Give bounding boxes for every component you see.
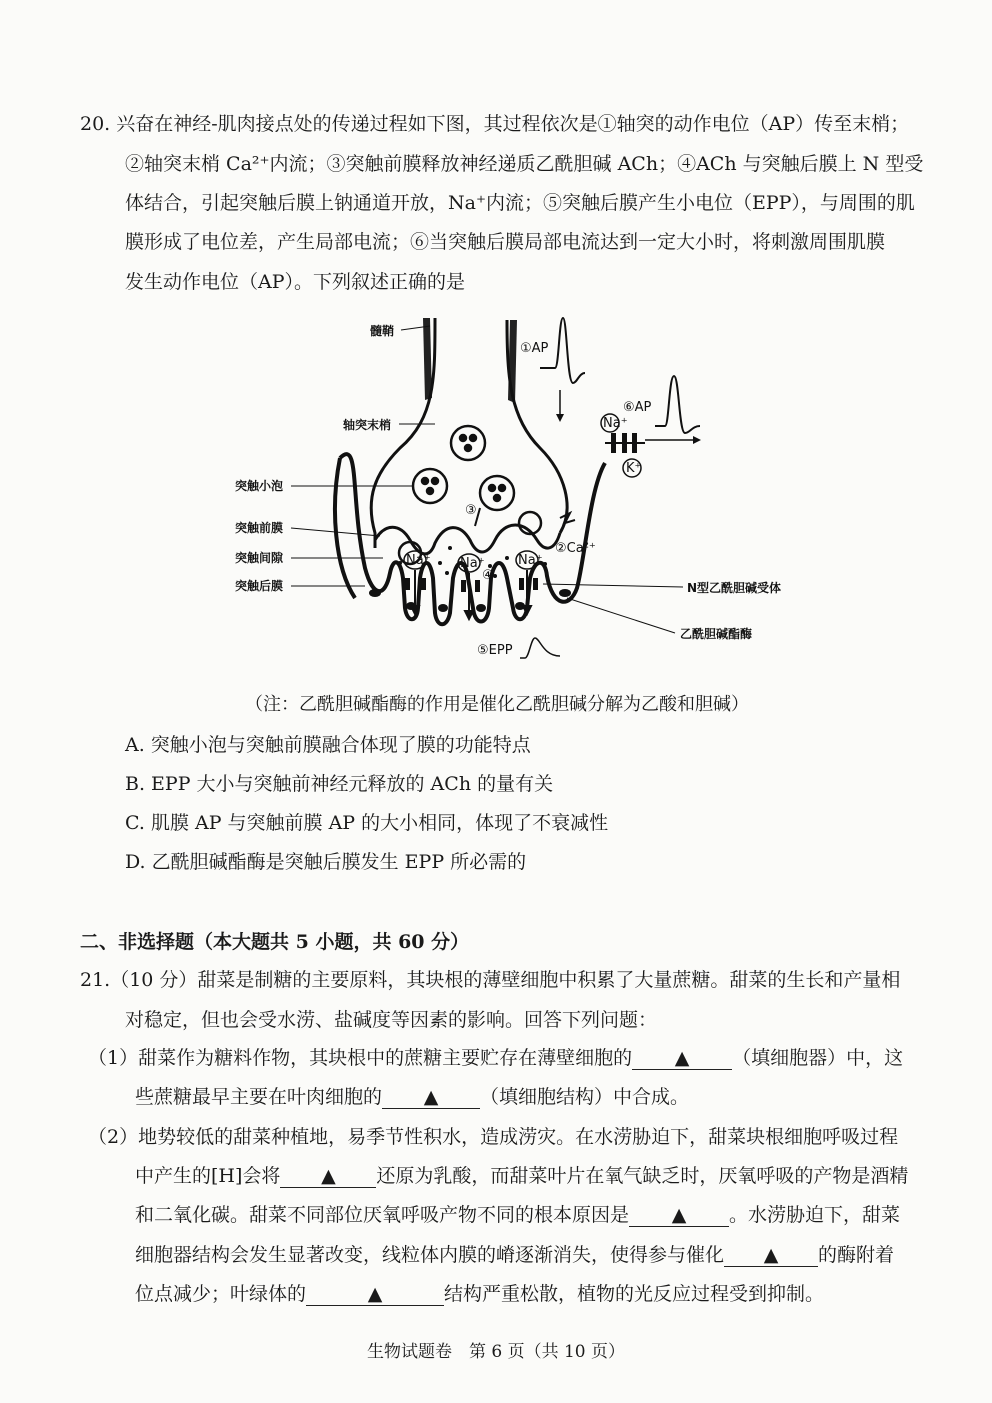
diagram-note: （注：乙酰胆碱酯酶的作用是催化乙酰胆碱分解为乙酸和胆碱）: [245, 694, 749, 715]
option-d: D. 乙酰胆碱酯酶是突触后膜发生 EPP 所必需的: [125, 851, 527, 873]
ca-label: ②Ca²⁺: [555, 541, 596, 556]
ap6-label: ⑥AP: [623, 400, 652, 415]
na-label-1: Na⁺: [406, 553, 431, 568]
q21-p2-text-l3a: 和二氧化碳。甜菜不同部位厌氧呼吸产物不同的根本原因是: [135, 1204, 630, 1226]
q21-p2-text-l5b: 结构严重松散，植物的光反应过程受到抑制。: [444, 1283, 825, 1305]
option-c: C. 肌膜 AP 与突触前膜 AP 的大小相同，体现了不衰减性: [125, 812, 609, 834]
label-ache: 乙酰胆碱酯酶: [680, 627, 753, 641]
q20-line-4: 膜形成了电位差，产生局部电流；⑥当突触后膜局部电流达到一定大小时，将刺激周围肌膜: [125, 231, 886, 253]
epp-waveform: [520, 638, 560, 658]
q21-p2-text-l5a: 位点减少；叶绿体的: [135, 1283, 307, 1305]
q21-p2-line3: [135, 1203, 900, 1228]
label-synaptic-cleft: 突触间隙: [235, 551, 284, 565]
q21-p1-text-a: （1）甜菜作为糖料作物，其块根中的蔗糖主要贮存在薄壁细胞的: [88, 1047, 633, 1069]
step4-label: ④: [482, 568, 494, 583]
q21-intro-1: 21.（10 分）甜菜是制糖的主要原料，其块根的薄壁细胞中积累了大量蔗糖。甜菜的生长和产量相: [80, 969, 901, 991]
label-synaptic-vesicle: 突触小泡: [235, 479, 284, 493]
q21-p2-text-l2b: 还原为乳酸，而甜菜叶片在氧气缺乏时，厌氧呼吸的产物是酒精: [376, 1165, 909, 1187]
answer-blank-1[interactable]: ▲: [632, 1047, 732, 1070]
na-label-3: Na⁺: [518, 553, 543, 568]
q20-line-2: ②轴突末梢 Ca²⁺内流；③突触前膜释放神经递质乙酰胆碱 ACh；④ACh 与突触后膜上 N 型受: [125, 153, 924, 175]
label-postsynaptic-membrane: 突触后膜: [235, 579, 284, 593]
answer-blank-5[interactable]: ▲: [724, 1244, 818, 1267]
q21-p1-text-c: 些蔗糖最早主要在叶肉细胞的: [135, 1086, 383, 1108]
q20-line-1: 20. 兴奋在神经-肌肉接点处的传递过程如下图，其过程依次是①轴突的动作电位（AP）传至末梢；: [80, 113, 910, 135]
label-axon-terminal: 轴突末梢: [343, 418, 392, 432]
synapse-diagram: [225, 308, 805, 668]
q21-p2-text-l4a: 细胞器结构会发生显著改变，线粒体内膜的嵴逐渐消失，使得参与催化: [135, 1244, 725, 1266]
q21-p1-line1: [88, 1046, 903, 1071]
epp-label: ⑤EPP: [477, 643, 513, 658]
q21-p1-text-b: （填细胞器）中，这: [732, 1047, 904, 1069]
q21-p2-line1: （2）地势较低的甜菜种植地，易季节性积水，造成涝灾。在水涝胁迫下，甜菜块根细胞呼吸过程: [88, 1126, 899, 1148]
ap6-waveform: [655, 376, 700, 433]
presynaptic-membrane: [375, 525, 560, 554]
q21-p1-line2: [135, 1085, 689, 1110]
k-label: K⁺: [626, 461, 642, 476]
page-footer: 生物试题卷 第 6 页（共 10 页）: [366, 1342, 626, 1362]
q20-line-3: 体结合，引起突触后膜上钠通道开放，Na⁺内流；⑤突触后膜产生小电位（EPP），与周围的肌: [125, 192, 915, 214]
answer-blank-6[interactable]: ▲: [306, 1283, 444, 1306]
answer-blank-4[interactable]: ▲: [629, 1204, 729, 1227]
section-heading: 二、非选择题（本大题共 5 小题，共 60 分）: [80, 931, 470, 953]
q20-line-5: 发生动作电位（AP）。下列叙述正确的是: [125, 271, 466, 293]
postsynaptic-membrane: [340, 454, 605, 624]
q21-p2-line4: [135, 1243, 894, 1268]
na-label-right: Na⁺: [603, 416, 628, 431]
q21-intro-2: 对稳定，但也会受水涝、盐碱度等因素的影响。回答下列问题：: [125, 1009, 658, 1031]
answer-blank-3[interactable]: ▲: [280, 1165, 376, 1188]
ap1-label: ①AP: [520, 341, 549, 356]
step3-label: ③: [465, 503, 477, 518]
q21-p1-text-d: （填细胞结构）中合成。: [480, 1086, 690, 1108]
q21-p2-line2: [135, 1164, 908, 1189]
label-n-receptor: N型乙酰胆碱受体: [687, 581, 782, 595]
answer-blank-2[interactable]: ▲: [382, 1086, 480, 1109]
option-a: A. 突触小泡与突触前膜融合体现了膜的功能特点: [125, 734, 531, 756]
q21-p2-text-l3b: 。水涝胁迫下，甜菜: [729, 1204, 901, 1226]
muscle-outer-left: [335, 458, 355, 598]
q21-p2-text-l2a: 中产生的[H]会将: [135, 1165, 281, 1187]
label-presynaptic-membrane: 突触前膜: [235, 521, 284, 535]
option-b: B. EPP 大小与突触前神经元释放的 ACh 的量有关: [125, 773, 554, 795]
q21-p2-text-l4b: 的酶附着: [818, 1244, 895, 1266]
label-myelin: 髓鞘: [370, 324, 395, 338]
q21-p2-line5: [135, 1282, 824, 1307]
na-label-2: Na⁺: [460, 556, 485, 571]
